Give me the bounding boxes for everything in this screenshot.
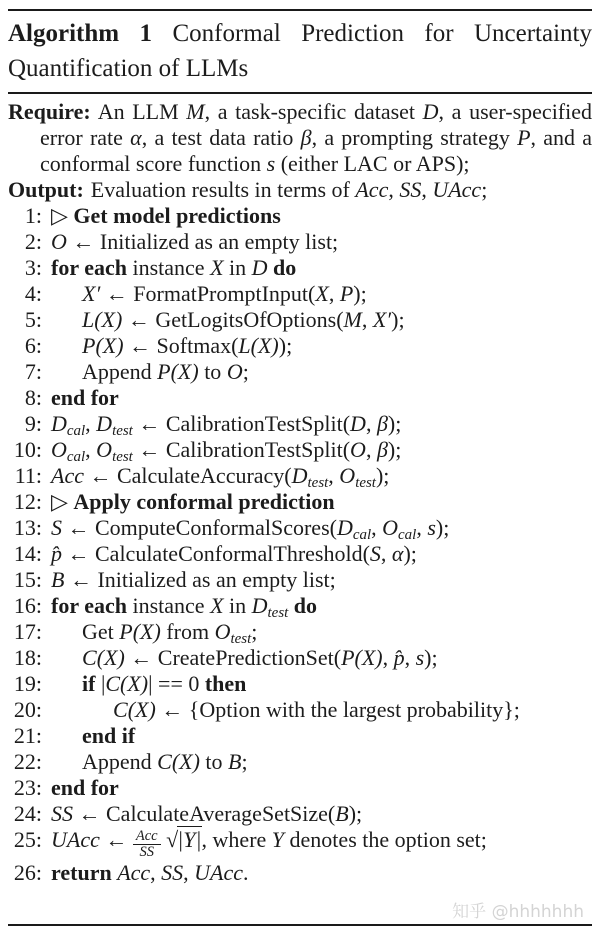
line-number: 18: xyxy=(13,645,42,670)
line-number: 22: xyxy=(13,749,42,774)
code-line xyxy=(8,567,592,593)
line-number: 7: xyxy=(24,359,42,384)
line-content: if |C(X)| == 0 then xyxy=(82,671,247,696)
line-number: 10: xyxy=(13,437,42,462)
line-content: for each instance X in D do xyxy=(51,255,297,280)
line-number: 24: xyxy=(13,801,42,826)
line-content: P(X) ← Softmax(L(X)); xyxy=(82,333,293,358)
line-number: 4: xyxy=(24,281,42,306)
code-line xyxy=(8,281,592,307)
line-number: 12: xyxy=(13,489,42,514)
line-content: Acc ← CalculateAccuracy(Dtest, Otest); xyxy=(51,463,390,492)
line-content: Get P(X) from Otest; xyxy=(82,619,258,648)
line-content: X′ ← FormatPromptInput(X, P); xyxy=(82,281,367,306)
line-content: p̂ ← CalculateConformalThreshold(S, α); xyxy=(51,541,417,566)
code-line xyxy=(8,775,592,801)
line-number: 11: xyxy=(14,463,42,488)
code-line xyxy=(8,801,592,827)
code-line xyxy=(8,229,592,255)
code-line xyxy=(8,307,592,333)
line-content: UAcc ← $\frac{\text{Acc}}{SS}$ √|Y|, where Y denotes the option set; xyxy=(51,827,487,860)
line-number: 3: xyxy=(24,255,42,280)
line-content: SS ← CalculateAverageSetSize(B); xyxy=(51,801,363,826)
code-line xyxy=(8,333,592,359)
line-content: Dcal, Dtest ← CalibrationTestSplit(D, β); xyxy=(51,411,402,440)
algorithm-title-text: Conformal Prediction for Uncertainty xyxy=(152,20,592,47)
require-keyword: Require: xyxy=(8,99,91,124)
bottom-rule xyxy=(8,924,592,926)
algorithm-title-line2: Quantification of LLMs xyxy=(8,55,249,82)
code-line xyxy=(8,749,592,775)
code-line xyxy=(8,385,592,411)
line-content: L(X) ← GetLogitsOfOptions(M, X′); xyxy=(82,307,405,332)
code-line xyxy=(8,593,592,622)
line-number: 5: xyxy=(24,307,42,332)
code-line xyxy=(8,359,592,385)
code-line xyxy=(8,255,592,281)
code-line xyxy=(8,697,592,723)
line-number: 1: xyxy=(24,203,42,228)
code-line xyxy=(8,515,592,544)
line-content: end for xyxy=(51,775,119,800)
line-number: 16: xyxy=(13,593,42,618)
code-line xyxy=(8,411,592,440)
algorithm-title xyxy=(8,11,592,92)
line-number: 25: xyxy=(13,827,42,852)
code-line xyxy=(8,203,592,229)
output-text: Evaluation results in terms of Acc, SS, UAcc; xyxy=(90,177,488,202)
line-content: O ← Initialized as an empty list; xyxy=(51,229,339,254)
line-number: 26: xyxy=(13,860,42,886)
line-content: Append P(X) to O; xyxy=(82,359,249,384)
line-content: end if xyxy=(82,723,136,748)
watermark: 知乎 @hhhhhhh xyxy=(452,902,584,922)
line-number: 6: xyxy=(24,333,42,358)
require-text: An LLM M, a task-specific dataset D, a user-specified error rate α, a test data ratio β, a prompting strategy P, and a conformal score function s (either LAC or APS); xyxy=(40,99,593,176)
output-line xyxy=(8,177,592,203)
code-lines xyxy=(8,203,592,886)
output-keyword: Output: xyxy=(8,177,84,202)
require-block xyxy=(8,99,592,177)
line-number: 13: xyxy=(13,515,42,540)
code-line xyxy=(8,541,592,567)
line-content: Append C(X) to B; xyxy=(82,749,248,774)
code-line xyxy=(8,723,592,749)
code-line xyxy=(8,645,592,671)
algorithm-body xyxy=(8,94,592,886)
line-content: return Acc, SS, UAcc. xyxy=(51,860,249,886)
line-number: 8: xyxy=(24,385,42,410)
line-number: 15: xyxy=(13,567,42,592)
line-content: B ← Initialized as an empty list; xyxy=(51,567,336,592)
code-line xyxy=(8,827,592,860)
code-line xyxy=(8,463,592,492)
line-content: C(X) ← {Option with the largest probability}; xyxy=(113,697,520,722)
line-content: S ← ComputeConformalScores(Dcal, Ocal, s); xyxy=(51,515,450,544)
line-number: 14: xyxy=(13,541,42,566)
line-number: 9: xyxy=(24,411,42,436)
fraction: $\frac{\text{Acc}}{SS}$ xyxy=(133,829,161,860)
algorithm-title-line1 xyxy=(8,16,592,51)
line-number: 19: xyxy=(13,671,42,696)
code-line xyxy=(8,489,592,515)
code-line xyxy=(8,671,592,697)
line-content: end for xyxy=(51,385,119,410)
line-number: 17: xyxy=(13,619,42,644)
line-number: 23: xyxy=(13,775,42,800)
line-number: 2: xyxy=(24,229,42,254)
line-content: for each instance X in Dtest do xyxy=(51,593,318,622)
line-content: ▷ Apply conformal prediction xyxy=(51,489,335,514)
sqrt-expression: √|Y| xyxy=(166,827,202,852)
line-content: ▷ Get model predictions xyxy=(51,203,281,228)
code-line xyxy=(8,860,592,886)
algorithm-label: Algorithm 1 xyxy=(8,20,153,47)
code-line xyxy=(8,437,592,466)
code-line xyxy=(8,619,592,648)
line-content: C(X) ← CreatePredictionSet(P(X), p̂, s); xyxy=(82,645,438,670)
line-number: 21: xyxy=(13,723,42,748)
line-number: 20: xyxy=(13,697,42,722)
line-content: Ocal, Otest ← CalibrationTestSplit(O, β); xyxy=(51,437,402,466)
